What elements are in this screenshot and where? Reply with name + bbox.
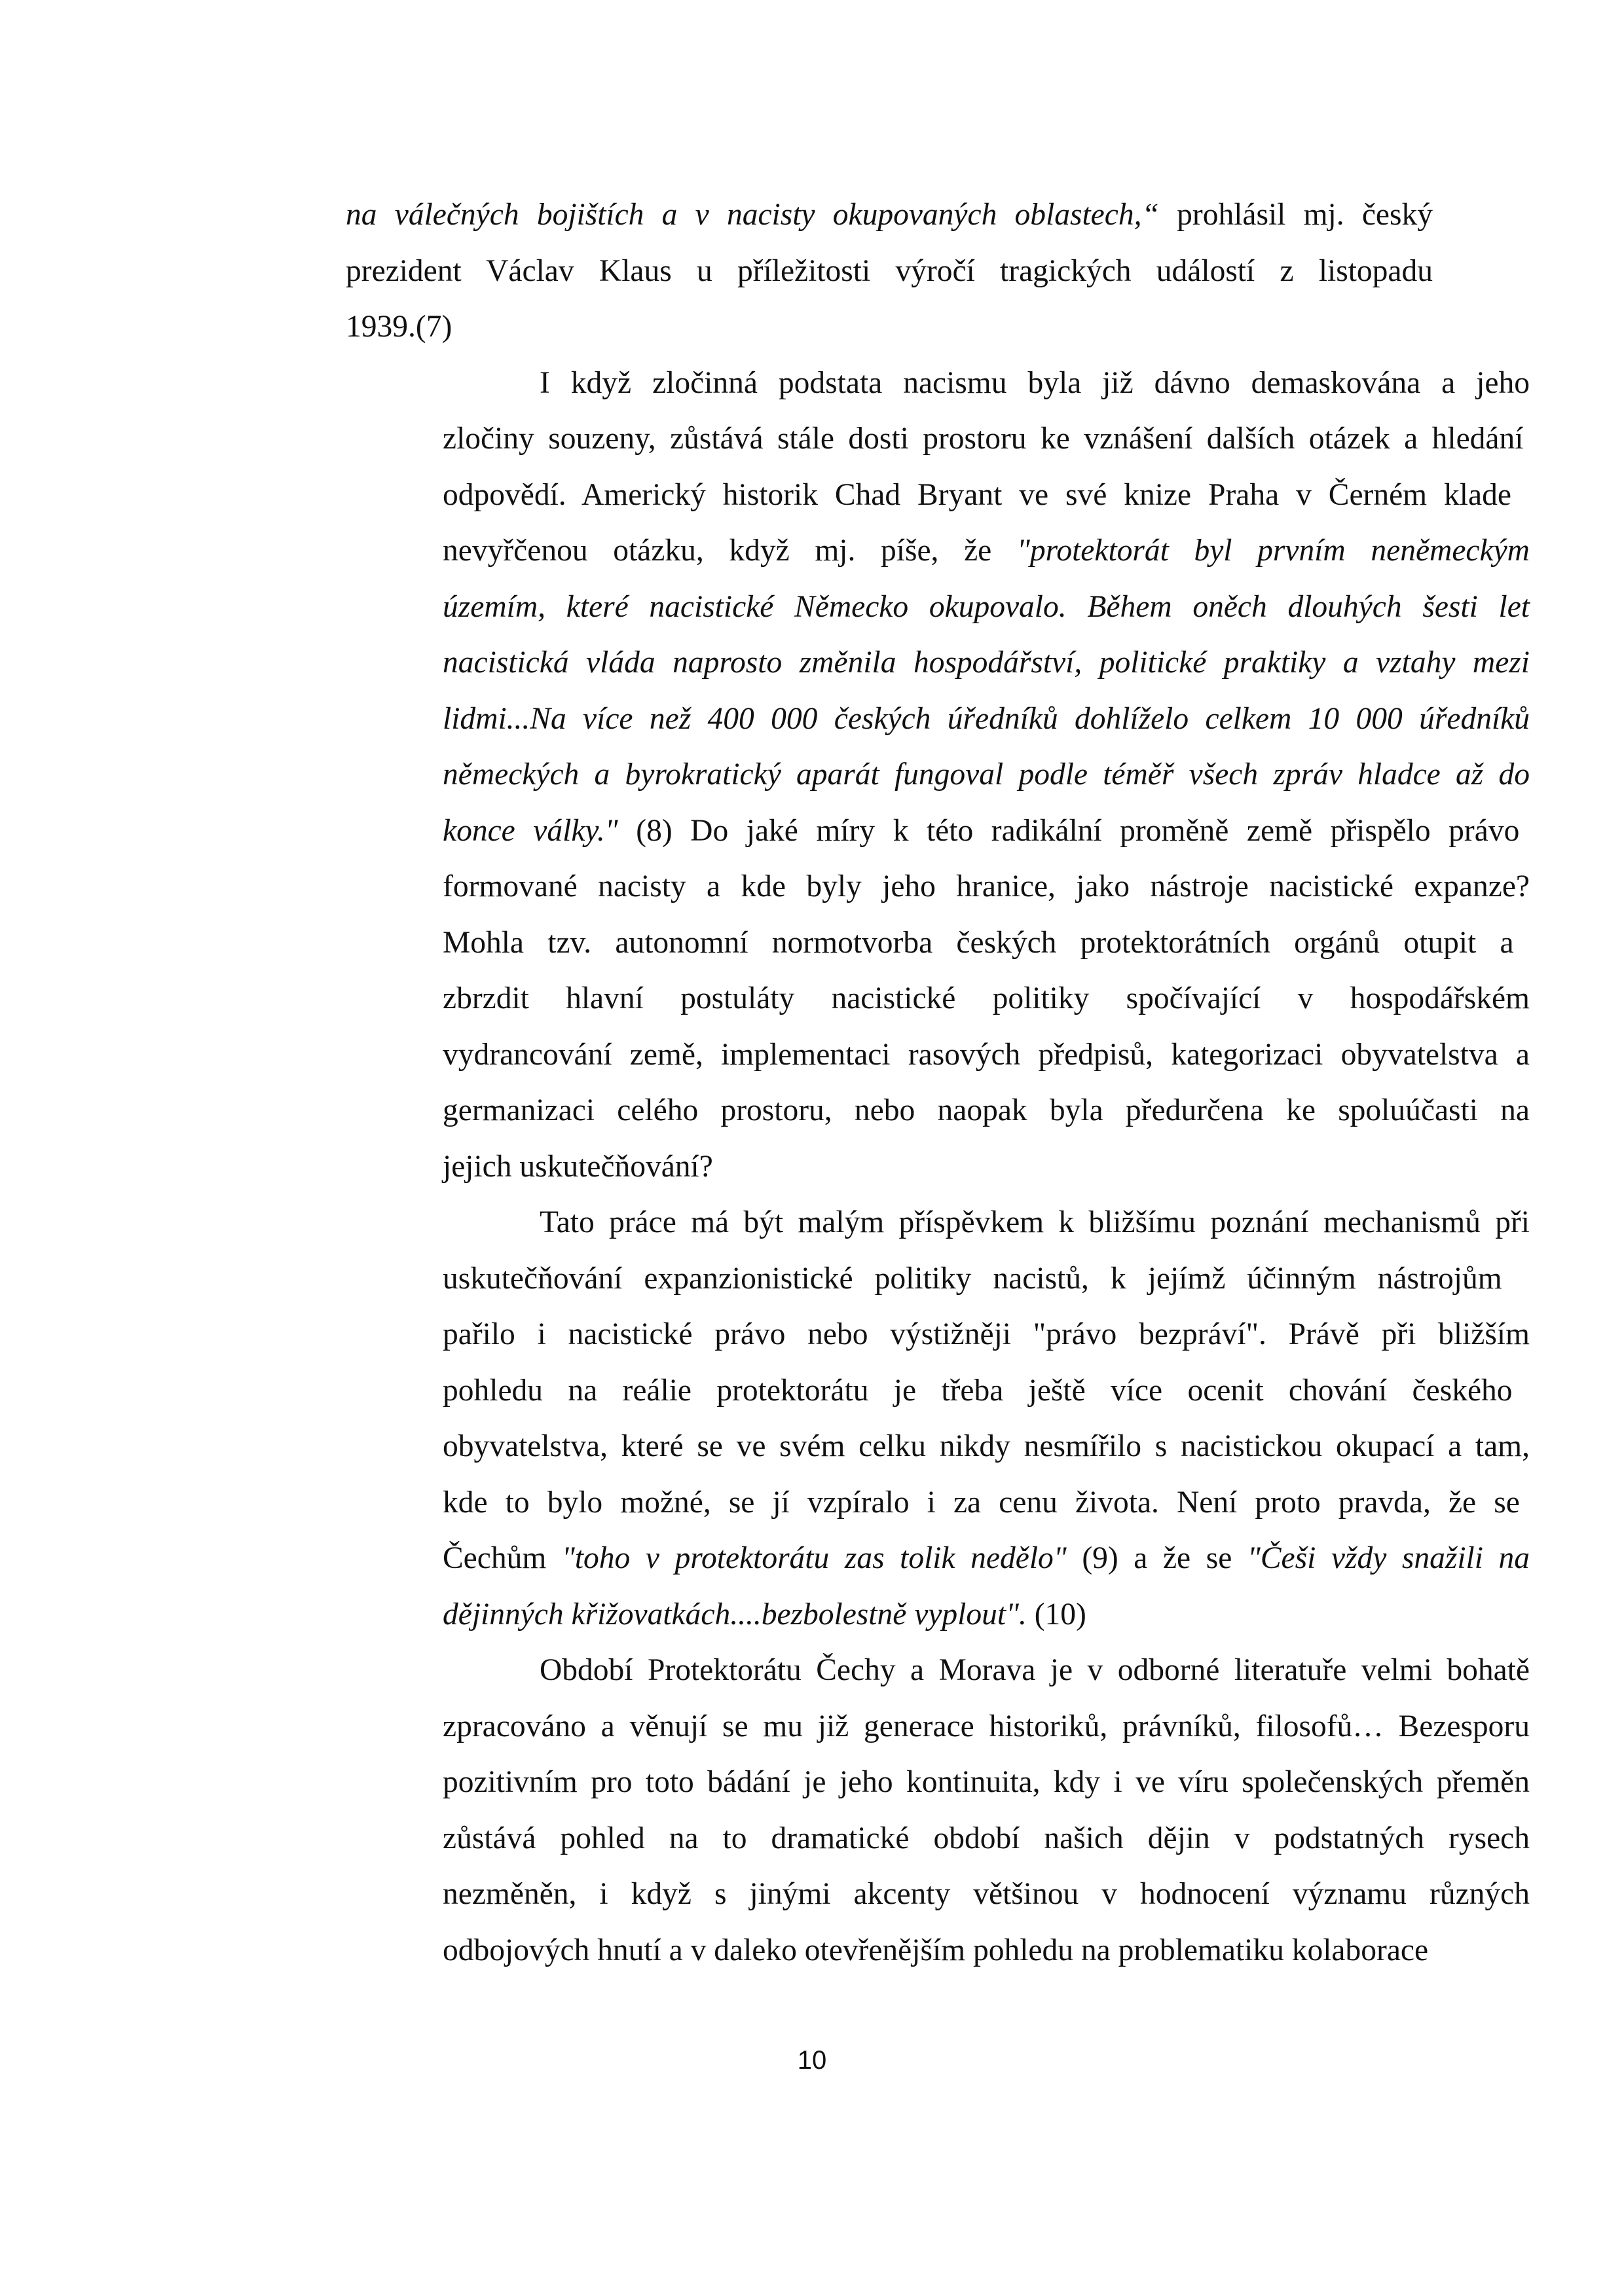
paragraph bbox=[346, 187, 1433, 355]
text-line bbox=[346, 1419, 1530, 1475]
text-segment: uskutečňování expanzionistické politiky nacistů, k jejímž účinným nástrojům bbox=[443, 1261, 1502, 1296]
italic-quote-segment: na válečných bojištích a v nacisty okupovaných oblastech,“ bbox=[346, 198, 1159, 232]
page-number: 10 bbox=[797, 2046, 827, 2075]
text-line bbox=[346, 1027, 1530, 1084]
text-line bbox=[346, 1475, 1520, 1531]
text-segment: zločiny souzeny, zůstává stále dosti prostoru ke vznášení dalších otázek a hledání bbox=[443, 422, 1524, 456]
page-body bbox=[346, 187, 1530, 1978]
text-line bbox=[346, 523, 1530, 579]
text-line bbox=[346, 579, 1530, 636]
text-line bbox=[346, 1195, 1530, 1251]
text-line bbox=[346, 635, 1530, 691]
text-line bbox=[346, 1531, 1530, 1587]
text-segment: prohlásil mj. český bbox=[1158, 198, 1433, 232]
text-line bbox=[346, 187, 1433, 244]
text-segment: obyvatelstva, které se ve svém celku nikdy nesmířilo s nacistickou okupací a tam, bbox=[443, 1429, 1530, 1463]
text-segment: Období Protektorátu Čechy a Morava je v odborné literatuře velmi bohatě bbox=[540, 1653, 1530, 1687]
text-segment: odpovědí. Americký historik Chad Bryant ve své knize Praha v Černém klade bbox=[443, 477, 1511, 512]
text-line bbox=[346, 1587, 1433, 1643]
text-line bbox=[346, 244, 1433, 300]
text-line bbox=[346, 859, 1530, 915]
text-line bbox=[346, 1699, 1530, 1755]
text-line bbox=[346, 971, 1530, 1027]
text-segment: germanizaci celého prostoru, nebo naopak byla předurčena ke spoluúčasti na bbox=[443, 1093, 1530, 1127]
text-segment: nevyřčenou otázku, když mj. píše, že bbox=[443, 534, 1017, 568]
italic-quote-segment: "toho v protektorátu zas tolik nedělo" bbox=[561, 1541, 1067, 1575]
text-segment: (10) bbox=[1026, 1597, 1086, 1631]
text-line bbox=[346, 467, 1511, 524]
text-segment: jejich uskutečňování? bbox=[443, 1149, 713, 1184]
italic-quote-segment: německých a byrokratický aparát fungoval podle téměř všech zpráv hladce až do bbox=[443, 757, 1530, 792]
text-line bbox=[346, 411, 1524, 467]
italic-quote-segment: dějinných křižovatkách....bezbolestně vyplout". bbox=[443, 1597, 1027, 1631]
text-segment: Čechům bbox=[443, 1541, 562, 1575]
text-segment: pozitivním pro toto bádání je jeho kontinuita, kdy i ve víru společenských přeměn bbox=[443, 1765, 1530, 1799]
text-segment: formované nacisty a kde byly jeho hranice, jako nástroje nacistické expanze? bbox=[443, 869, 1530, 903]
text-line bbox=[346, 1811, 1530, 1867]
text-segment: odbojových hnutí a v daleko otevřenějším pohledu na problematiku kolaborace bbox=[443, 1933, 1429, 1967]
text-segment: zůstává pohled na to dramatické období našich dějin v podstatných rysech bbox=[443, 1821, 1530, 1855]
paragraph bbox=[346, 1643, 1530, 1978]
text-line bbox=[346, 1643, 1530, 1699]
text-line bbox=[346, 299, 1433, 355]
italic-quote-segment: "Češi vždy snažili na bbox=[1247, 1541, 1530, 1575]
text-line bbox=[346, 1923, 1433, 1979]
text-line bbox=[346, 1363, 1513, 1419]
italic-quote-segment: "protektorát byl prvním neněmeckým bbox=[1016, 534, 1530, 568]
text-segment: nezměněn, i když s jinými akcenty většinou v hodnocení významu různých bbox=[443, 1877, 1530, 1911]
italic-quote-segment: lidmi...Na více než 400 000 českých úředníků dohlíželo celkem 10 000 úředníků bbox=[443, 701, 1530, 736]
text-segment: I když zločinná podstata nacismu byla již dávno demaskována a jeho bbox=[540, 365, 1530, 400]
text-line bbox=[346, 1867, 1530, 1923]
text-segment: prezident Václav Klaus u příležitosti výročí tragických událostí z listopadu bbox=[346, 253, 1433, 288]
text-line bbox=[346, 1755, 1530, 1811]
text-segment: Tato práce má být malým příspěvkem k bližšímu poznání mechanismů při bbox=[540, 1205, 1530, 1239]
text-segment: (9) a že se bbox=[1066, 1541, 1247, 1575]
text-line bbox=[346, 1251, 1502, 1307]
italic-quote-segment: nacistická vláda naprosto změnila hospodářství, politické praktiky a vztahy mezi bbox=[443, 646, 1530, 680]
italic-quote-segment: konce války." bbox=[443, 813, 618, 848]
text-line bbox=[346, 691, 1530, 748]
text-segment: kde to bylo možné, se jí vzpíralo i za cenu života. Není proto pravda, že se bbox=[443, 1485, 1520, 1520]
text-segment: zbrzdit hlavní postuláty nacistické politiky spočívající v hospodářském bbox=[443, 981, 1530, 1015]
text-line bbox=[346, 355, 1530, 412]
text-segment: Mohla tzv. autonomní normotvorba českých protektorátních orgánů otupit a bbox=[443, 925, 1514, 960]
text-line bbox=[346, 1083, 1530, 1139]
text-segment: pařilo i nacistické právo nebo výstižněji "právo bezpráví". Právě při bližším bbox=[443, 1317, 1530, 1351]
text-segment: vydrancování země, implementaci rasových předpisů, kategorizaci obyvatelstva a bbox=[443, 1037, 1530, 1072]
text-segment: pohledu na reálie protektorátu je třeba ještě více ocenit chování českého bbox=[443, 1373, 1513, 1408]
paragraph bbox=[346, 1195, 1530, 1643]
text-segment: zpracováno a věnují se mu již generace historiků, právníků, filosofů… Bezesporu bbox=[443, 1709, 1530, 1743]
text-line bbox=[346, 747, 1530, 803]
text-line bbox=[346, 1139, 1433, 1195]
text-segment: 1939.(7) bbox=[346, 310, 452, 344]
paragraph bbox=[346, 355, 1530, 1195]
italic-quote-segment: územím, které nacistické Německo okupovalo. Během oněch dlouhých šesti let bbox=[443, 589, 1530, 624]
text-line bbox=[346, 803, 1520, 860]
text-line bbox=[346, 915, 1514, 972]
text-segment: (8) Do jaké míry k této radikální proměně země přispělo právo bbox=[618, 813, 1520, 848]
text-line bbox=[346, 1307, 1530, 1363]
